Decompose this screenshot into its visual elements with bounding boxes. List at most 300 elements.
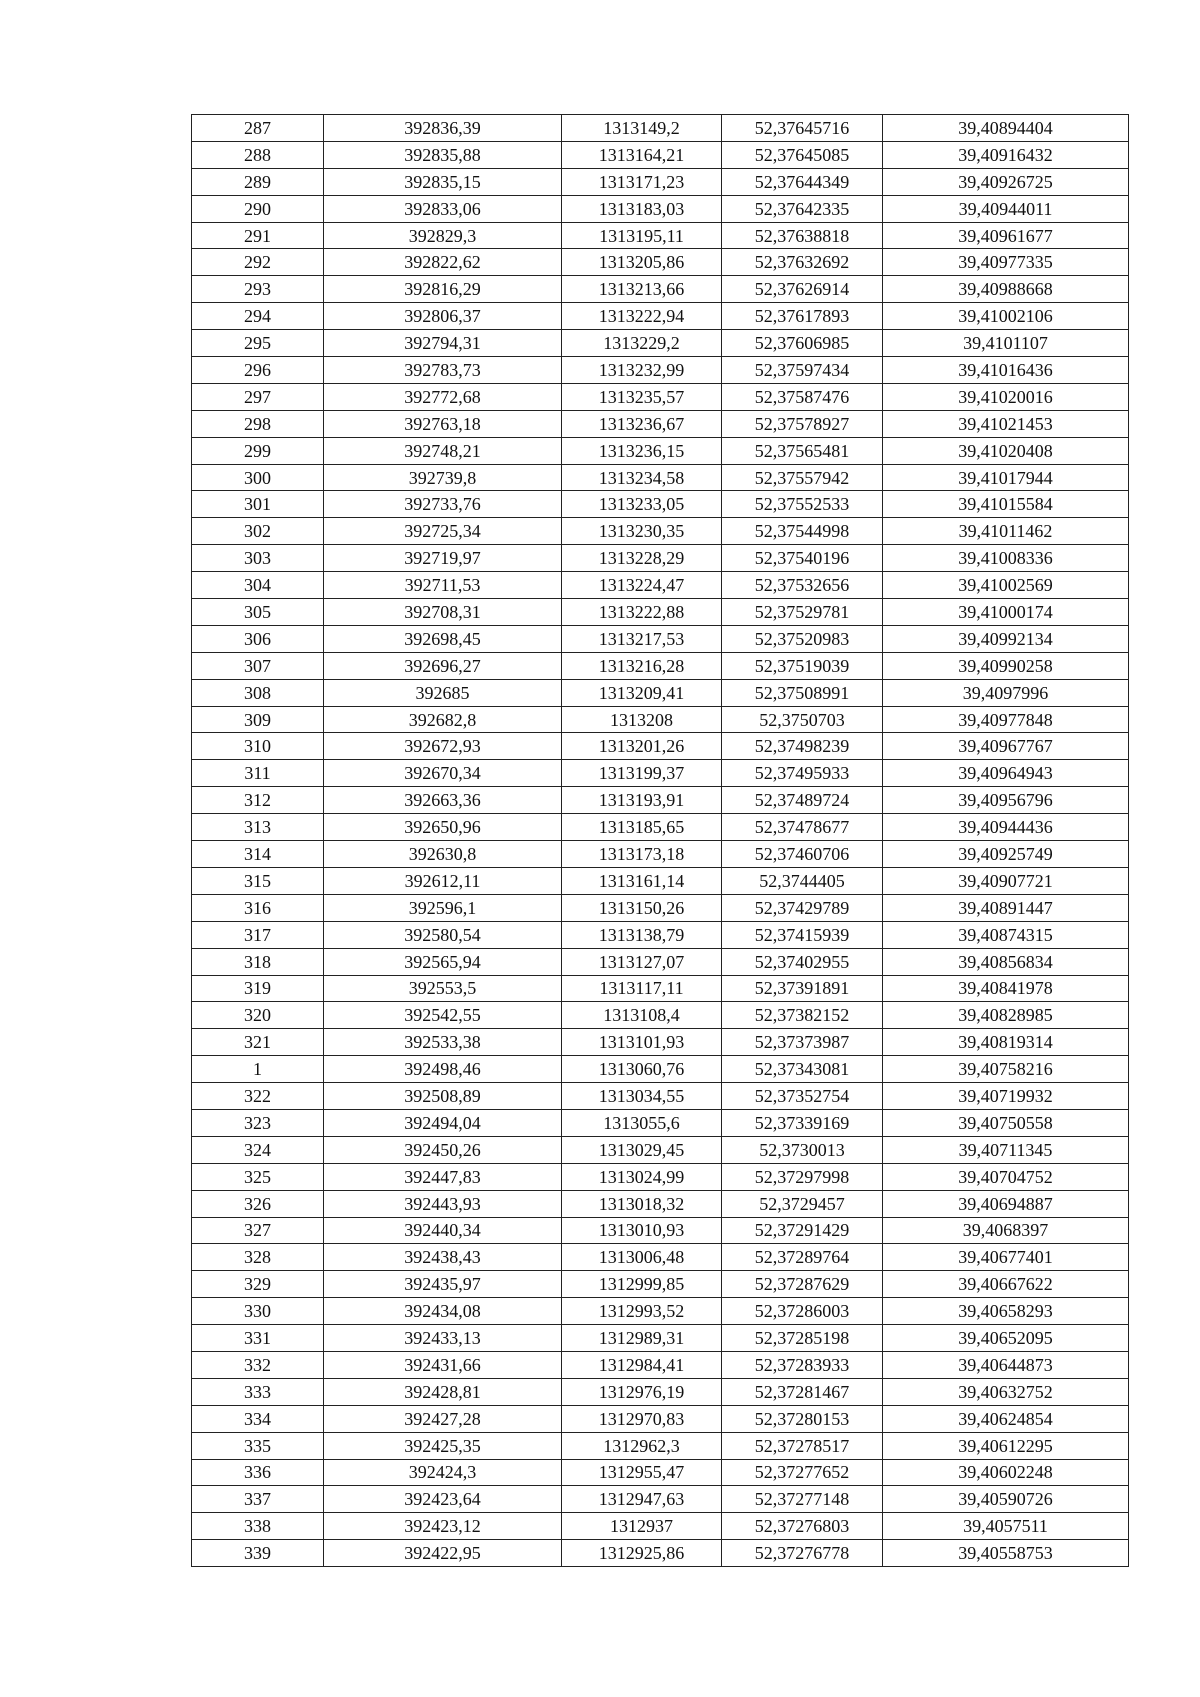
table-row [192, 437, 1129, 464]
y-coordinate-cell: 1313108,4 [562, 1002, 722, 1029]
longitude-cell: 39,40667622 [883, 1271, 1129, 1298]
point-number-cell: 313 [192, 814, 324, 841]
table-row [192, 330, 1129, 357]
latitude-cell: 52,37391891 [722, 975, 883, 1002]
point-number-cell: 293 [192, 276, 324, 303]
longitude-cell: 39,41002569 [883, 572, 1129, 599]
longitude-cell: 39,41015584 [883, 491, 1129, 518]
table-row [192, 1513, 1129, 1540]
table-row [192, 1271, 1129, 1298]
table-row [192, 1083, 1129, 1110]
table-row [192, 1432, 1129, 1459]
latitude-cell: 52,37520983 [722, 625, 883, 652]
longitude-cell: 39,40677401 [883, 1244, 1129, 1271]
point-number-cell: 319 [192, 975, 324, 1002]
longitude-cell: 39,40977848 [883, 706, 1129, 733]
point-number-cell: 297 [192, 383, 324, 410]
longitude-cell: 39,40964943 [883, 760, 1129, 787]
table-row [192, 1298, 1129, 1325]
latitude-cell: 52,37352754 [722, 1083, 883, 1110]
table-row [192, 1325, 1129, 1352]
coordinates-table [191, 114, 1129, 1567]
longitude-cell: 39,40828985 [883, 1002, 1129, 1029]
x-coordinate-cell: 392494,04 [324, 1109, 562, 1136]
latitude-cell: 52,37557942 [722, 464, 883, 491]
latitude-cell: 52,37529781 [722, 599, 883, 626]
y-coordinate-cell: 1313006,48 [562, 1244, 722, 1271]
x-coordinate-cell: 392783,73 [324, 357, 562, 384]
y-coordinate-cell: 1312962,3 [562, 1432, 722, 1459]
longitude-cell: 39,40990258 [883, 652, 1129, 679]
x-coordinate-cell: 392431,66 [324, 1351, 562, 1378]
table-row [192, 141, 1129, 168]
longitude-cell: 39,41002106 [883, 303, 1129, 330]
latitude-cell: 52,37283933 [722, 1351, 883, 1378]
point-number-cell: 334 [192, 1405, 324, 1432]
x-coordinate-cell: 392711,53 [324, 572, 562, 599]
latitude-cell: 52,37402955 [722, 948, 883, 975]
x-coordinate-cell: 392440,34 [324, 1217, 562, 1244]
point-number-cell: 302 [192, 518, 324, 545]
latitude-cell: 52,37606985 [722, 330, 883, 357]
latitude-cell: 52,37544998 [722, 518, 883, 545]
table-row [192, 841, 1129, 868]
y-coordinate-cell: 1312925,86 [562, 1540, 722, 1567]
point-number-cell: 322 [192, 1083, 324, 1110]
longitude-cell: 39,40977335 [883, 249, 1129, 276]
latitude-cell: 52,37289764 [722, 1244, 883, 1271]
longitude-cell: 39,40944436 [883, 814, 1129, 841]
table-row [192, 1351, 1129, 1378]
latitude-cell: 52,37278517 [722, 1432, 883, 1459]
y-coordinate-cell: 1313222,94 [562, 303, 722, 330]
y-coordinate-cell: 1313217,53 [562, 625, 722, 652]
point-number-cell: 329 [192, 1271, 324, 1298]
table-row [192, 491, 1129, 518]
longitude-cell: 39,40819314 [883, 1029, 1129, 1056]
longitude-cell: 39,40916432 [883, 141, 1129, 168]
table-row [192, 1217, 1129, 1244]
longitude-cell: 39,40704752 [883, 1163, 1129, 1190]
table-row [192, 625, 1129, 652]
point-number-cell: 308 [192, 679, 324, 706]
x-coordinate-cell: 392533,38 [324, 1029, 562, 1056]
latitude-cell: 52,37276803 [722, 1513, 883, 1540]
y-coordinate-cell: 1313149,2 [562, 115, 722, 142]
y-coordinate-cell: 1313232,99 [562, 357, 722, 384]
y-coordinate-cell: 1313201,26 [562, 733, 722, 760]
point-number-cell: 328 [192, 1244, 324, 1271]
longitude-cell: 39,4057511 [883, 1513, 1129, 1540]
table-row [192, 706, 1129, 733]
table-row [192, 1378, 1129, 1405]
table-row [192, 1163, 1129, 1190]
y-coordinate-cell: 1313193,91 [562, 787, 722, 814]
latitude-cell: 52,37617893 [722, 303, 883, 330]
longitude-cell: 39,4068397 [883, 1217, 1129, 1244]
table-row [192, 1540, 1129, 1567]
point-number-cell: 324 [192, 1136, 324, 1163]
point-number-cell: 321 [192, 1029, 324, 1056]
latitude-cell: 52,37626914 [722, 276, 883, 303]
x-coordinate-cell: 392433,13 [324, 1325, 562, 1352]
point-number-cell: 299 [192, 437, 324, 464]
point-number-cell: 323 [192, 1109, 324, 1136]
longitude-cell: 39,4097996 [883, 679, 1129, 706]
x-coordinate-cell: 392725,34 [324, 518, 562, 545]
latitude-cell: 52,37339169 [722, 1109, 883, 1136]
table-row [192, 222, 1129, 249]
y-coordinate-cell: 1313199,37 [562, 760, 722, 787]
longitude-cell: 39,40694887 [883, 1190, 1129, 1217]
y-coordinate-cell: 1313233,05 [562, 491, 722, 518]
longitude-cell: 39,40894404 [883, 115, 1129, 142]
table-row [192, 1029, 1129, 1056]
y-coordinate-cell: 1313138,79 [562, 921, 722, 948]
longitude-cell: 39,40961677 [883, 222, 1129, 249]
y-coordinate-cell: 1313060,76 [562, 1056, 722, 1083]
table-row [192, 1002, 1129, 1029]
point-number-cell: 295 [192, 330, 324, 357]
y-coordinate-cell: 1313101,93 [562, 1029, 722, 1056]
point-number-cell: 337 [192, 1486, 324, 1513]
table-row [192, 652, 1129, 679]
point-number-cell: 338 [192, 1513, 324, 1540]
table-row [192, 921, 1129, 948]
latitude-cell: 52,3750703 [722, 706, 883, 733]
x-coordinate-cell: 392427,28 [324, 1405, 562, 1432]
y-coordinate-cell: 1313150,26 [562, 894, 722, 921]
latitude-cell: 52,37645716 [722, 115, 883, 142]
y-coordinate-cell: 1313222,88 [562, 599, 722, 626]
point-number-cell: 314 [192, 841, 324, 868]
point-number-cell: 305 [192, 599, 324, 626]
x-coordinate-cell: 392596,1 [324, 894, 562, 921]
x-coordinate-cell: 392772,68 [324, 383, 562, 410]
latitude-cell: 52,37642335 [722, 195, 883, 222]
table-row [192, 787, 1129, 814]
latitude-cell: 52,37429789 [722, 894, 883, 921]
table-row [192, 572, 1129, 599]
y-coordinate-cell: 1313034,55 [562, 1083, 722, 1110]
x-coordinate-cell: 392696,27 [324, 652, 562, 679]
point-number-cell: 311 [192, 760, 324, 787]
point-number-cell: 309 [192, 706, 324, 733]
x-coordinate-cell: 392836,39 [324, 115, 562, 142]
point-number-cell: 304 [192, 572, 324, 599]
x-coordinate-cell: 392763,18 [324, 410, 562, 437]
longitude-cell: 39,40644873 [883, 1351, 1129, 1378]
longitude-cell: 39,40590726 [883, 1486, 1129, 1513]
x-coordinate-cell: 392612,11 [324, 867, 562, 894]
longitude-cell: 39,40658293 [883, 1298, 1129, 1325]
x-coordinate-cell: 392670,34 [324, 760, 562, 787]
table-row [192, 1459, 1129, 1486]
latitude-cell: 52,37291429 [722, 1217, 883, 1244]
longitude-cell: 39,40602248 [883, 1459, 1129, 1486]
y-coordinate-cell: 1313236,67 [562, 410, 722, 437]
x-coordinate-cell: 392733,76 [324, 491, 562, 518]
table-row [192, 410, 1129, 437]
longitude-cell: 39,41020408 [883, 437, 1129, 464]
longitude-cell: 39,40992134 [883, 625, 1129, 652]
point-number-cell: 307 [192, 652, 324, 679]
x-coordinate-cell: 392425,35 [324, 1432, 562, 1459]
latitude-cell: 52,37382152 [722, 1002, 883, 1029]
longitude-cell: 39,40758216 [883, 1056, 1129, 1083]
y-coordinate-cell: 1313195,11 [562, 222, 722, 249]
y-coordinate-cell: 1313228,29 [562, 545, 722, 572]
x-coordinate-cell: 392672,93 [324, 733, 562, 760]
latitude-cell: 52,37644349 [722, 168, 883, 195]
latitude-cell: 52,37287629 [722, 1271, 883, 1298]
longitude-cell: 39,40907721 [883, 867, 1129, 894]
x-coordinate-cell: 392806,37 [324, 303, 562, 330]
table-row [192, 249, 1129, 276]
latitude-cell: 52,37578927 [722, 410, 883, 437]
x-coordinate-cell: 392748,21 [324, 437, 562, 464]
table-row [192, 814, 1129, 841]
x-coordinate-cell: 392498,46 [324, 1056, 562, 1083]
point-number-cell: 287 [192, 115, 324, 142]
table-row [192, 168, 1129, 195]
y-coordinate-cell: 1313235,57 [562, 383, 722, 410]
x-coordinate-cell: 392422,95 [324, 1540, 562, 1567]
point-number-cell: 330 [192, 1298, 324, 1325]
point-number-cell: 1 [192, 1056, 324, 1083]
y-coordinate-cell: 1313230,35 [562, 518, 722, 545]
point-number-cell: 327 [192, 1217, 324, 1244]
latitude-cell: 52,37638818 [722, 222, 883, 249]
table-row [192, 1244, 1129, 1271]
table-row [192, 599, 1129, 626]
longitude-cell: 39,40944011 [883, 195, 1129, 222]
point-number-cell: 292 [192, 249, 324, 276]
latitude-cell: 52,37286003 [722, 1298, 883, 1325]
table-row [192, 276, 1129, 303]
longitude-cell: 39,41016436 [883, 357, 1129, 384]
longitude-cell: 39,41008336 [883, 545, 1129, 572]
longitude-cell: 39,40558753 [883, 1540, 1129, 1567]
table-row [192, 1405, 1129, 1432]
latitude-cell: 52,37552533 [722, 491, 883, 518]
latitude-cell: 52,37587476 [722, 383, 883, 410]
y-coordinate-cell: 1313213,66 [562, 276, 722, 303]
x-coordinate-cell: 392424,3 [324, 1459, 562, 1486]
longitude-cell: 39,40632752 [883, 1378, 1129, 1405]
longitude-cell: 39,40891447 [883, 894, 1129, 921]
point-number-cell: 306 [192, 625, 324, 652]
table-row [192, 357, 1129, 384]
table-row [192, 760, 1129, 787]
latitude-cell: 52,37276778 [722, 1540, 883, 1567]
longitude-cell: 39,41017944 [883, 464, 1129, 491]
point-number-cell: 315 [192, 867, 324, 894]
point-number-cell: 335 [192, 1432, 324, 1459]
longitude-cell: 39,40624854 [883, 1405, 1129, 1432]
table-row [192, 545, 1129, 572]
coordinates-table-body [192, 115, 1129, 1567]
latitude-cell: 52,37277148 [722, 1486, 883, 1513]
longitude-cell: 39,40967767 [883, 733, 1129, 760]
y-coordinate-cell: 1312947,63 [562, 1486, 722, 1513]
point-number-cell: 303 [192, 545, 324, 572]
y-coordinate-cell: 1313185,65 [562, 814, 722, 841]
latitude-cell: 52,37597434 [722, 357, 883, 384]
latitude-cell: 52,37540196 [722, 545, 883, 572]
y-coordinate-cell: 1313183,03 [562, 195, 722, 222]
table-row [192, 867, 1129, 894]
longitude-cell: 39,4101107 [883, 330, 1129, 357]
longitude-cell: 39,40612295 [883, 1432, 1129, 1459]
point-number-cell: 300 [192, 464, 324, 491]
x-coordinate-cell: 392835,88 [324, 141, 562, 168]
table-row [192, 383, 1129, 410]
latitude-cell: 52,37285198 [722, 1325, 883, 1352]
point-number-cell: 301 [192, 491, 324, 518]
point-number-cell: 317 [192, 921, 324, 948]
point-number-cell: 289 [192, 168, 324, 195]
y-coordinate-cell: 1313018,32 [562, 1190, 722, 1217]
latitude-cell: 52,37632692 [722, 249, 883, 276]
x-coordinate-cell: 392423,64 [324, 1486, 562, 1513]
y-coordinate-cell: 1313029,45 [562, 1136, 722, 1163]
latitude-cell: 52,37489724 [722, 787, 883, 814]
x-coordinate-cell: 392542,55 [324, 1002, 562, 1029]
x-coordinate-cell: 392438,43 [324, 1244, 562, 1271]
longitude-cell: 39,41021453 [883, 410, 1129, 437]
x-coordinate-cell: 392508,89 [324, 1083, 562, 1110]
longitude-cell: 39,41000174 [883, 599, 1129, 626]
latitude-cell: 52,37495933 [722, 760, 883, 787]
y-coordinate-cell: 1313117,11 [562, 975, 722, 1002]
x-coordinate-cell: 392833,06 [324, 195, 562, 222]
y-coordinate-cell: 1312989,31 [562, 1325, 722, 1352]
point-number-cell: 318 [192, 948, 324, 975]
point-number-cell: 320 [192, 1002, 324, 1029]
y-coordinate-cell: 1312984,41 [562, 1351, 722, 1378]
latitude-cell: 52,37460706 [722, 841, 883, 868]
x-coordinate-cell: 392447,83 [324, 1163, 562, 1190]
y-coordinate-cell: 1313216,28 [562, 652, 722, 679]
latitude-cell: 52,37498239 [722, 733, 883, 760]
latitude-cell: 52,3730013 [722, 1136, 883, 1163]
x-coordinate-cell: 392435,97 [324, 1271, 562, 1298]
y-coordinate-cell: 1312970,83 [562, 1405, 722, 1432]
x-coordinate-cell: 392708,31 [324, 599, 562, 626]
longitude-cell: 39,40956796 [883, 787, 1129, 814]
y-coordinate-cell: 1312937 [562, 1513, 722, 1540]
point-number-cell: 325 [192, 1163, 324, 1190]
latitude-cell: 52,37478677 [722, 814, 883, 841]
table-row [192, 733, 1129, 760]
latitude-cell: 52,37519039 [722, 652, 883, 679]
y-coordinate-cell: 1313164,21 [562, 141, 722, 168]
longitude-cell: 39,40841978 [883, 975, 1129, 1002]
table-row [192, 975, 1129, 1002]
x-coordinate-cell: 392822,62 [324, 249, 562, 276]
longitude-cell: 39,40711345 [883, 1136, 1129, 1163]
latitude-cell: 52,37645085 [722, 141, 883, 168]
y-coordinate-cell: 1313209,41 [562, 679, 722, 706]
y-coordinate-cell: 1313208 [562, 706, 722, 733]
point-number-cell: 326 [192, 1190, 324, 1217]
latitude-cell: 52,3744405 [722, 867, 883, 894]
latitude-cell: 52,37415939 [722, 921, 883, 948]
longitude-cell: 39,41011462 [883, 518, 1129, 545]
x-coordinate-cell: 392685 [324, 679, 562, 706]
latitude-cell: 52,3729457 [722, 1190, 883, 1217]
point-number-cell: 339 [192, 1540, 324, 1567]
y-coordinate-cell: 1313055,6 [562, 1109, 722, 1136]
point-number-cell: 310 [192, 733, 324, 760]
longitude-cell: 39,40925749 [883, 841, 1129, 868]
x-coordinate-cell: 392698,45 [324, 625, 562, 652]
table-row [192, 679, 1129, 706]
longitude-cell: 39,40652095 [883, 1325, 1129, 1352]
table-row [192, 1109, 1129, 1136]
y-coordinate-cell: 1313127,07 [562, 948, 722, 975]
x-coordinate-cell: 392434,08 [324, 1298, 562, 1325]
point-number-cell: 294 [192, 303, 324, 330]
latitude-cell: 52,37277652 [722, 1459, 883, 1486]
longitude-cell: 39,40926725 [883, 168, 1129, 195]
table-row [192, 1486, 1129, 1513]
point-number-cell: 290 [192, 195, 324, 222]
y-coordinate-cell: 1313173,18 [562, 841, 722, 868]
x-coordinate-cell: 392553,5 [324, 975, 562, 1002]
point-number-cell: 333 [192, 1378, 324, 1405]
latitude-cell: 52,37508991 [722, 679, 883, 706]
x-coordinate-cell: 392794,31 [324, 330, 562, 357]
table-row [192, 1136, 1129, 1163]
x-coordinate-cell: 392565,94 [324, 948, 562, 975]
point-number-cell: 291 [192, 222, 324, 249]
longitude-cell: 39,40719932 [883, 1083, 1129, 1110]
y-coordinate-cell: 1313024,99 [562, 1163, 722, 1190]
x-coordinate-cell: 392835,15 [324, 168, 562, 195]
y-coordinate-cell: 1313224,47 [562, 572, 722, 599]
x-coordinate-cell: 392630,8 [324, 841, 562, 868]
x-coordinate-cell: 392650,96 [324, 814, 562, 841]
y-coordinate-cell: 1313171,23 [562, 168, 722, 195]
x-coordinate-cell: 392580,54 [324, 921, 562, 948]
longitude-cell: 39,40750558 [883, 1109, 1129, 1136]
longitude-cell: 39,40856834 [883, 948, 1129, 975]
point-number-cell: 296 [192, 357, 324, 384]
y-coordinate-cell: 1313010,93 [562, 1217, 722, 1244]
point-number-cell: 312 [192, 787, 324, 814]
latitude-cell: 52,37280153 [722, 1405, 883, 1432]
point-number-cell: 331 [192, 1325, 324, 1352]
longitude-cell: 39,40988668 [883, 276, 1129, 303]
x-coordinate-cell: 392450,26 [324, 1136, 562, 1163]
point-number-cell: 332 [192, 1351, 324, 1378]
x-coordinate-cell: 392443,93 [324, 1190, 562, 1217]
point-number-cell: 316 [192, 894, 324, 921]
x-coordinate-cell: 392428,81 [324, 1378, 562, 1405]
x-coordinate-cell: 392423,12 [324, 1513, 562, 1540]
latitude-cell: 52,37281467 [722, 1378, 883, 1405]
y-coordinate-cell: 1312955,47 [562, 1459, 722, 1486]
table-row [192, 303, 1129, 330]
y-coordinate-cell: 1313205,86 [562, 249, 722, 276]
latitude-cell: 52,37565481 [722, 437, 883, 464]
table-row [192, 894, 1129, 921]
latitude-cell: 52,37373987 [722, 1029, 883, 1056]
y-coordinate-cell: 1313229,2 [562, 330, 722, 357]
longitude-cell: 39,41020016 [883, 383, 1129, 410]
